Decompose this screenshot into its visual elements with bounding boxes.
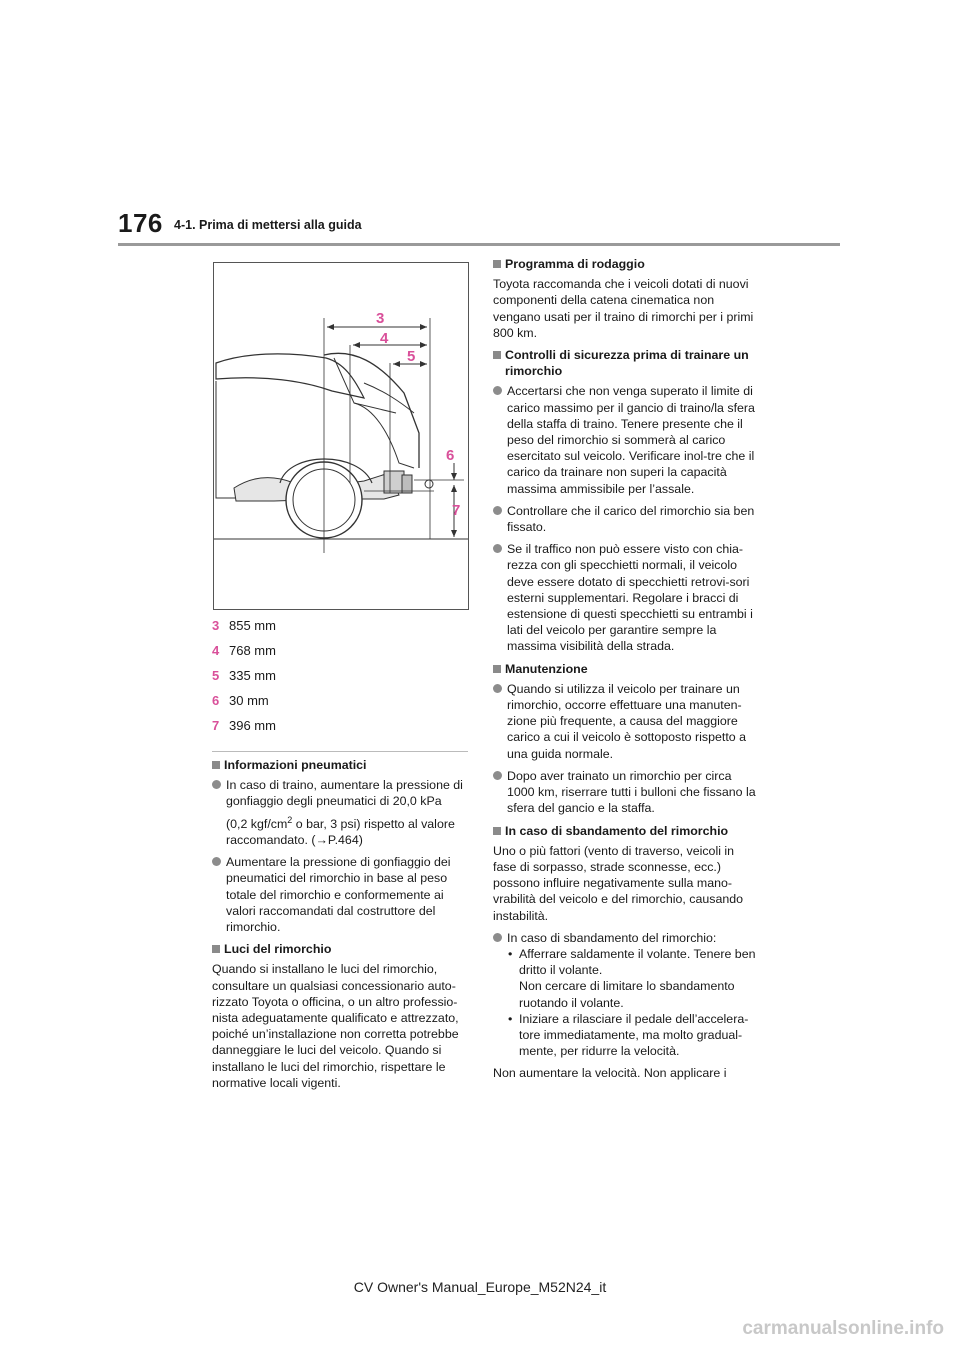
sway-sub-item-1-text-a: • Afferrare saldamente il volante. Tenere ben dritto il volante. — [519, 946, 756, 978]
legend-value: 855 mm — [229, 618, 276, 633]
trailer-sway-heading: In caso di sbandamento del rimorchio — [493, 823, 757, 839]
tyre-bullet-1 — [212, 777, 468, 848]
break-in-heading: Programma di rodaggio — [493, 256, 757, 272]
sway-continuation-text: Non aumentare la velocità. Non applicare i — [493, 1066, 727, 1081]
safety-bullet-3 — [493, 541, 757, 654]
legend-row — [212, 688, 467, 713]
callout-4: 4 — [380, 330, 389, 347]
dimension-legend — [212, 613, 467, 738]
callout-5: 5 — [407, 348, 416, 365]
bullet-dot-icon — [493, 386, 502, 395]
callout-6: 6 — [446, 447, 455, 464]
maintenance-heading: Manutenzione — [493, 661, 757, 677]
tyre-pressure-text: o bar, 3 psi) rispetto al valore raccomandato. ( — [226, 816, 455, 847]
tyre-bullet-1-line-2 — [226, 812, 468, 849]
sway-bullet-intro: In caso di sbandamento del rimorchio: — [507, 930, 717, 945]
legend-value: 335 mm — [229, 668, 276, 683]
legend-number: 6 — [212, 693, 220, 708]
legend-number: 3 — [212, 618, 220, 633]
bullet-dot-icon — [493, 933, 502, 942]
legend-number: 4 — [212, 643, 220, 658]
sway-sub-item-2 — [507, 1011, 757, 1060]
tyre-bullet-2-text: Aumentare la pressione di gonfiaggio dei pneumatici del rimorchio in base al peso totale del rimorchio e conformemente ai valori raccomandati dal costruttore del rimorchio. — [226, 855, 451, 934]
safety-bullet-1-text: Accertarsi che non venga superato il limite di carico massimo per il gancio di traino/la sfera della staffa di traino. Tenere presente che il peso del rimorchio si sommerà al carico esercitato sul veicolo. Verificare inol-tre che il carico da trainare non superi la capacità massima ammissibile per l’assale. — [507, 384, 755, 496]
section-divider — [212, 751, 468, 752]
maintenance-bullet-2-text: Dopo aver trainato un rimorchio per circa 1000 km, riserrare tutti i bulloni che fissano la sfera del gancio e la staffa. — [507, 768, 756, 816]
trailer-sway-text: Uno o più fattori (vento di traverso, veicoli in fase di sorpasso, strade sconnesse, ecc.) possono influire negativamente sulla mano-vrabilità del veicolo e del rimorchio, causando instabilità. — [493, 843, 744, 923]
trailer-lights-heading: Luci del rimorchio — [212, 941, 468, 957]
sway-sub-item-2-text: Iniziare a rilasciare il pedale dell’accelera-tore immediatamente, ma molto gradual-mente, per ridurre la velocità. — [519, 1011, 749, 1059]
vehicle-rear-illustration — [214, 263, 468, 609]
bullet-dot-icon — [212, 857, 221, 866]
legend-number: 5 — [212, 668, 220, 683]
legend-row — [212, 638, 467, 663]
manual-footer: CV Owner's Manual_Europe_M52N24_it — [353, 1279, 607, 1295]
legend-row — [212, 713, 467, 738]
tyre-unit-superscript: 2 — [287, 814, 293, 825]
legend-row — [212, 613, 467, 638]
safety-bullet-3-text: Se il traffico non può essere visto con chia-rezza con gli specchietti normali, il veicolo deve essere dotato di specchietti retrovi-sori esterni supplementari. Regolare i bracci di estensione di questi specchietti su entrambi i lati del veicolo per garantire sempre la massima visibilità della strada. — [507, 542, 753, 654]
bullet-dot-icon — [493, 771, 502, 780]
legend-value: 396 mm — [229, 718, 276, 733]
bullet-dot-icon — [493, 544, 502, 553]
trailer-lights-text: Quando si installano le luci del rimorchio, consultare un qualsiasi concessionario auto-rizzato Toyota o officina, o un altro professio-nista adeguatamente qualificato e attrezzato, poiché un’installazione non corretta potrebbe danneggiare le luci del veicolo. Quando si installano le luci del rimorchio, rispettare le normative locali vigenti. — [212, 962, 459, 1090]
bullet-dot-icon — [493, 684, 502, 693]
callout-7: 7 — [452, 502, 461, 519]
maintenance-bullet-2 — [493, 768, 757, 817]
legend-value: 30 mm — [229, 693, 269, 708]
tyre-bullet-1-line-1: In caso di traino, aumentare la pressione di gonfiaggio degli pneumatici di 20,0 kPa — [226, 778, 463, 809]
towing-dimensions-diagram — [213, 262, 469, 610]
safety-bullet-2-text: Controllare che il carico del rimorchio sia ben fissato. — [507, 503, 755, 535]
legend-value: 768 mm — [229, 643, 276, 658]
page-reference-link[interactable]: P.464) — [327, 832, 363, 847]
safety-checks-heading: Controlli di sicurezza prima di trainare un rimorchio — [493, 347, 757, 379]
tyre-unit-text: (0,2 kgf/cm — [226, 816, 288, 831]
header-rule — [118, 243, 840, 246]
legend-row — [212, 663, 467, 688]
maintenance-bullet-1 — [493, 681, 757, 762]
break-in-text: Toyota raccomanda che i veicoli dotati di nuovi componenti della catena cinematica non vengano usati per il traino di rimorchi per i primi 800 km. — [493, 277, 754, 340]
section-title: 4-1. Prima di mettersi alla guida — [174, 218, 362, 232]
page-ref-arrow-icon: → — [315, 832, 328, 847]
tyre-info-heading: Informazioni pneumatici — [212, 757, 468, 773]
sway-bullet — [493, 930, 757, 1060]
legend-number: 7 — [212, 718, 220, 733]
bullet-dot-icon — [493, 506, 502, 515]
safety-bullet-1 — [493, 383, 757, 496]
site-watermark: carmanualsonline.info — [742, 1318, 944, 1339]
sway-sub-item-1 — [507, 946, 757, 1011]
maintenance-bullet-1-text: Quando si utilizza il veicolo per trainare un rimorchio, occorre effettuare una manuten-zione più frequente, a causa del maggiore carico a cui il veicolo è sottoposto rispetto a una guida normale. — [507, 681, 746, 761]
callout-3: 3 — [376, 310, 385, 327]
sway-sub-item-1-text-b: Non cercare di limitare lo sbandamento ruotando il volante. — [519, 979, 735, 1010]
safety-bullet-2 — [493, 503, 757, 535]
right-column — [493, 256, 757, 1088]
page-number: 176 — [118, 208, 163, 238]
left-column — [212, 757, 468, 1097]
tyre-bullet-2 — [212, 854, 468, 935]
bullet-dot-icon — [212, 780, 221, 789]
